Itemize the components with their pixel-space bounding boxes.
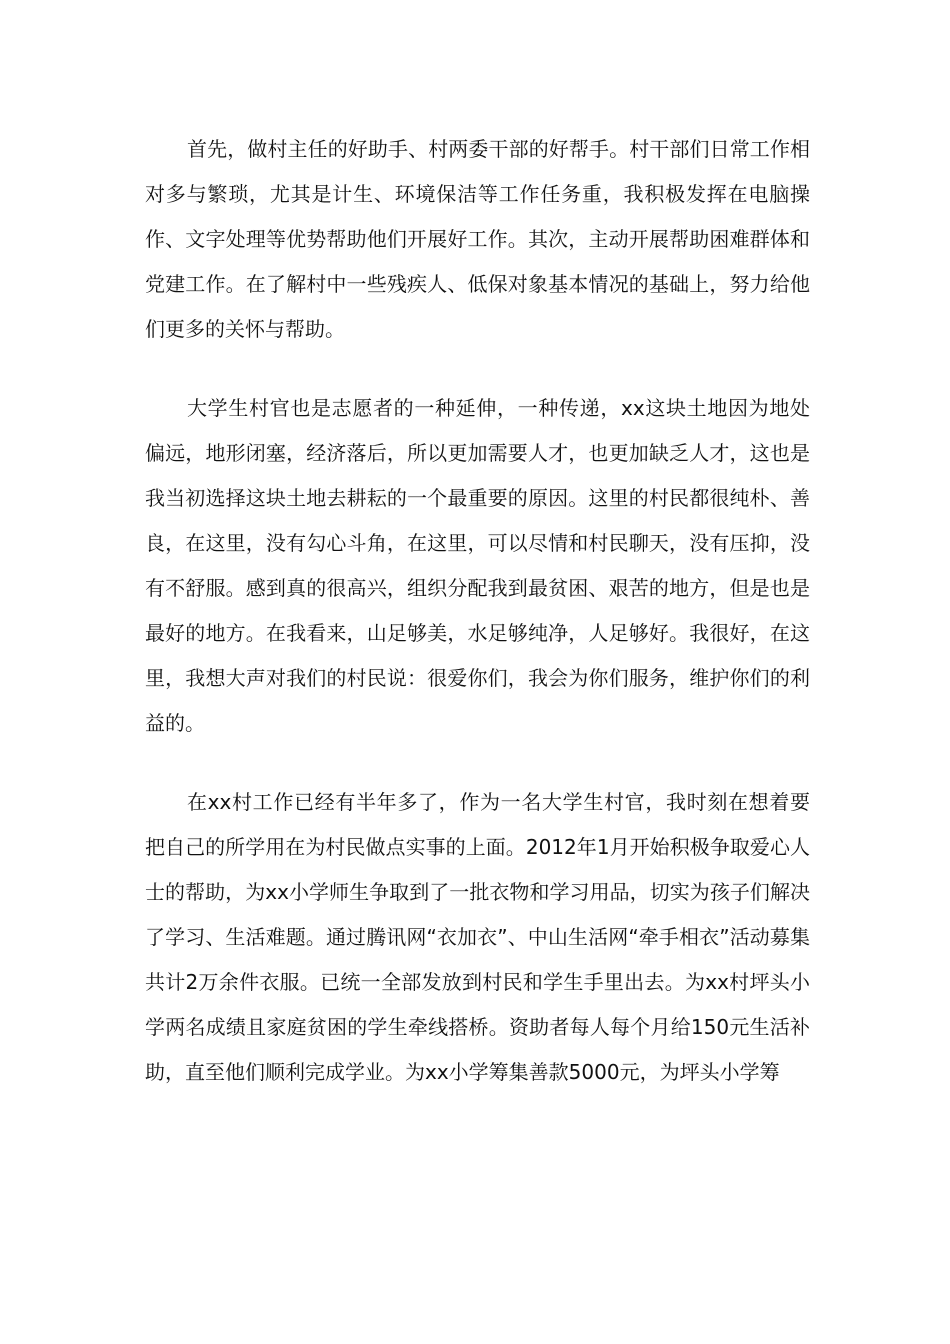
document-body	[145, 127, 810, 1095]
paragraph-3: 在xx村工作已经有半年多了，作为一名大学生村官，我时刻在想着要把自己的所学用在为村民做点实事的上面。2012年1月开始积极争取爱心人士的帮助，为xx小学师生争取到了一批衣物和学习用品，切实为孩子们解决了学习、生活难题。通过腾讯网“衣加衣”、中山生活网“牵手相衣”活动募集共计2万余件衣服。已统一全部发放到村民和学生手里出去。为xx村坪头小学两名成绩且家庭贫困的学生牵线搭桥。资助者每人每个月给150元生活补助，直至他们顺利完成学业。为xx小学筹集善款5000元，为坪头小学筹	[145, 790, 810, 1084]
paragraph-1: 首先，做村主任的好助手、村两委干部的好帮手。村干部们日常工作相对多与繁琐，尤其是计生、环境保洁等工作任务重，我积极发挥在电脑操作、文字处理等优势帮助他们开展好工作。其次，主动开展帮助困难群体和党建工作。在了解村中一些残疾人、低保对象基本情况的基础上，努力给他们更多的关怀与帮助。	[145, 137, 810, 341]
paragraph-2: 大学生村官也是志愿者的一种延伸，一种传递，xx这块土地因为地处偏远，地形闭塞，经济落后，所以更加需要人才，也更加缺乏人才，这也是我当初选择这块土地去耕耘的一个最重要的原因。这里的村民都很纯朴、善良，在这里，没有勾心斗角，在这里，可以尽情和村民聊天，没有压抑，没有不舒服。感到真的很高兴，组织分配我到最贫困、艰苦的地方，但是也是最好的地方。在我看来，山足够美，水足够纯净，人足够好。我很好，在这里，我想大声对我们的村民说：很爱你们，我会为你们服务，维护你们的利益的。	[145, 396, 810, 735]
